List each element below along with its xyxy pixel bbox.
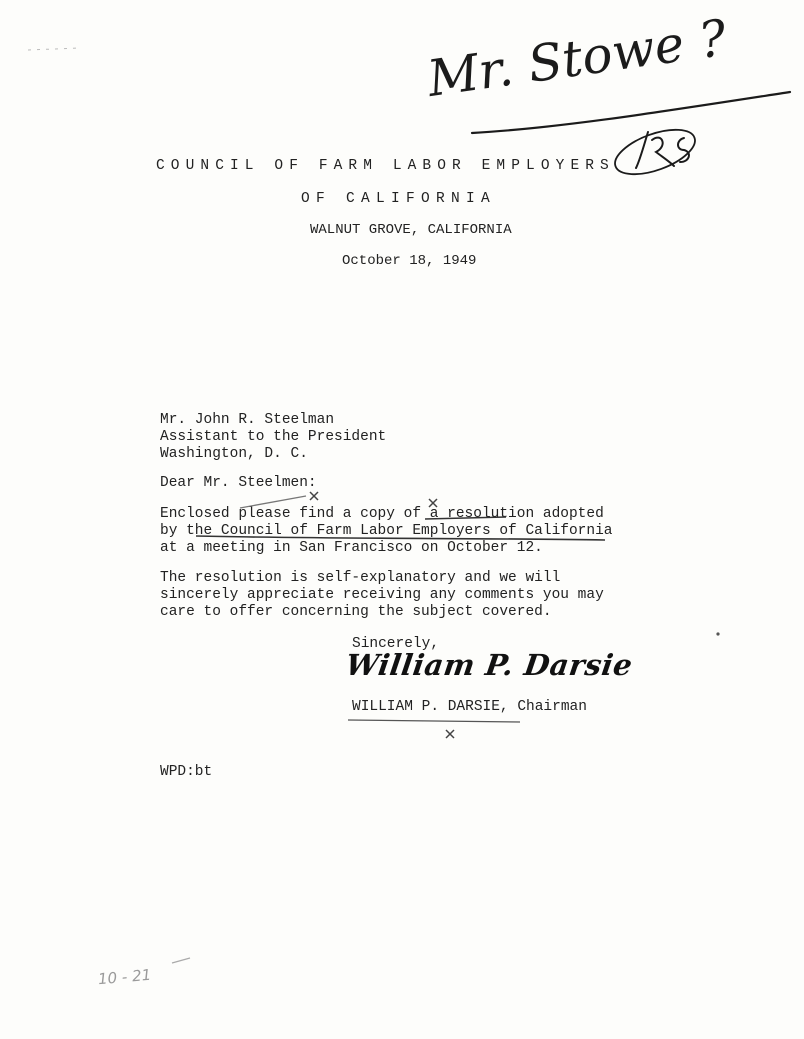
handwritten-signature: William P. Darsie [343, 648, 635, 682]
body-line: Enclosed please find a copy of a resolution adopted [160, 506, 604, 522]
body-line: at a meeting in San Francisco on October 12. [160, 540, 543, 556]
edge-marks [28, 48, 80, 50]
signer-name: WILLIAM P. DARSIE, Chairman [352, 699, 587, 715]
reference-initials: WPD:bt [160, 764, 213, 780]
closing: Sincerely, [352, 636, 440, 652]
pencil-dash [172, 958, 190, 963]
body-line: care to offer concerning the subject covered. [160, 604, 552, 620]
pencil-note: 10 - 21 [97, 965, 152, 989]
recipient-location: Washington, D. C. [160, 446, 308, 462]
body-line: by the Council of Farm Labor Employers of California [160, 523, 613, 539]
initials-mark [636, 132, 689, 168]
dot-mark [716, 632, 719, 635]
letterhead-city: WALNUT GROVE, CALIFORNIA [310, 222, 512, 238]
body-line: The resolution is self-explanatory and we will [160, 570, 561, 586]
salutation: Dear Mr. Steelmen: [160, 475, 317, 491]
letterhead-state: OF CALIFORNIA [301, 191, 497, 207]
handwritten-note: Mr. Stowe ? [423, 8, 731, 109]
recipient-title: Assistant to the President [160, 429, 387, 445]
initials-circle [609, 121, 700, 184]
letterhead-organization: COUNCIL OF FARM LABOR EMPLOYERS [156, 158, 615, 174]
note-underline [472, 92, 790, 133]
body-line: sincerely appreciate receiving any comments you may [160, 587, 604, 603]
signer-underline [348, 720, 520, 722]
recipient-name: Mr. John R. Steelman [160, 412, 335, 428]
letter-date: October 18, 1949 [342, 253, 477, 269]
